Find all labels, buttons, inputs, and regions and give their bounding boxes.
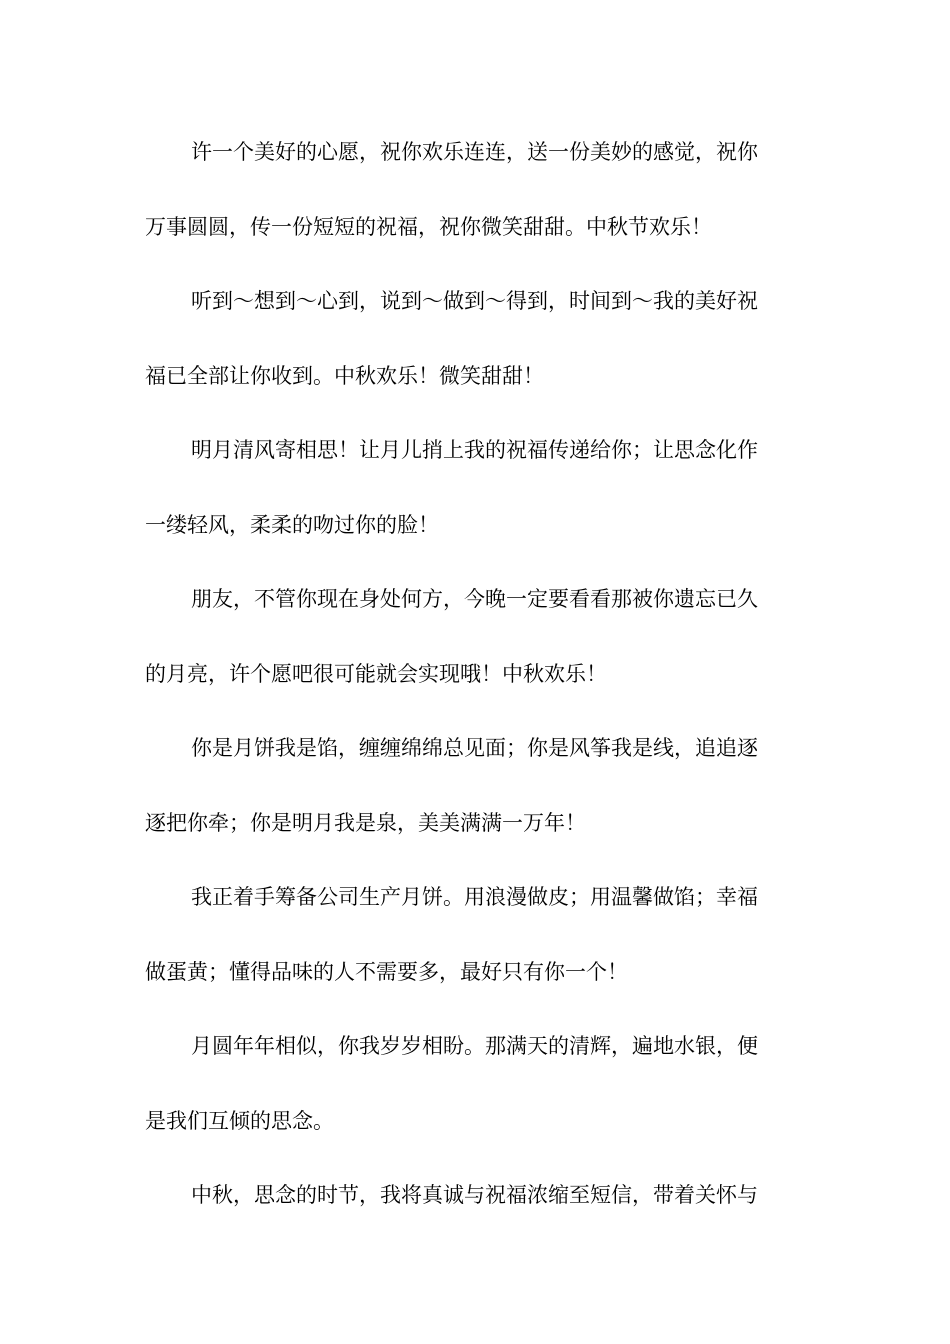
paragraph-5-line-1: 你是月饼我是馅，缠缠绵绵总见面；你是风筝我是线，追追逐 <box>191 736 758 760</box>
paragraph-4-line-2: 的月亮，许个愿吧很可能就会实现哦！中秋欢乐！ <box>145 661 607 686</box>
paragraph-2-line-2: 福已全部让你收到。中秋欢乐！微笑甜甜！ <box>145 363 544 388</box>
paragraph-7-line-1: 月圆年年相似，你我岁岁相盼。那满天的清辉，遍地水银，便 <box>191 1034 758 1058</box>
paragraph-2-line-1: 听到～想到～心到，说到～做到～得到，时间到～我的美好祝 <box>191 289 758 313</box>
paragraph-5-line-2: 逐把你牵；你是明月我是泉，美美满满一万年！ <box>145 810 586 835</box>
paragraph-1-line-1: 许一个美好的心愿，祝你欢乐连连，送一份美妙的感觉，祝你 <box>191 140 758 164</box>
paragraph-7-line-2: 是我们互倾的思念。 <box>145 1108 334 1133</box>
paragraph-4-line-1: 朋友，不管你现在身处何方，今晚一定要看看那被你遗忘已久 <box>191 587 758 611</box>
paragraph-6-line-2: 做蛋黄；懂得品味的人不需要多，最好只有你一个！ <box>145 959 628 984</box>
paragraph-3-line-1: 明月清风寄相思！让月儿捎上我的祝福传递给你；让思念化作 <box>191 438 758 462</box>
paragraph-1-line-2: 万事圆圆，传一份短短的祝福，祝你微笑甜甜。中秋节欢乐！ <box>145 214 712 239</box>
paragraph-8-line-1: 中秋，思念的时节，我将真诚与祝福浓缩至短信，带着关怀与 <box>191 1183 758 1207</box>
paragraph-3-line-2: 一缕轻风，柔柔的吻过你的脸！ <box>145 512 439 537</box>
paragraph-6-line-1: 我正着手筹备公司生产月饼。用浪漫做皮；用温馨做馅；幸福 <box>191 885 758 909</box>
document-body <box>145 130 810 1248</box>
